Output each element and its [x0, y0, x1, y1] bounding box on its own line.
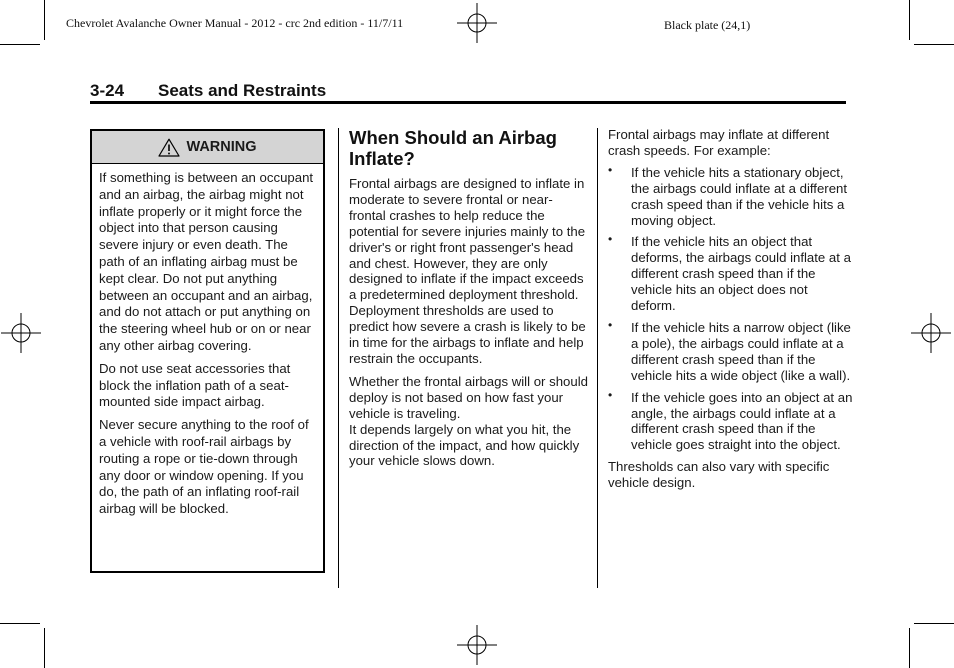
print-header-plate: Black plate (24,1) — [664, 18, 751, 32]
article-column — [349, 127, 589, 476]
registration-mark-right — [911, 313, 951, 353]
crop-mark-top-right-v — [909, 0, 910, 40]
warning-body — [92, 164, 323, 518]
examples-closing: Thresholds can also vary with specific vehicle design. — [608, 459, 830, 491]
crop-mark-bottom-right-v — [909, 628, 910, 668]
article-paragraph: It depends largely on what you hit, the direction of the impact, and how quickly your vehicle slows down. — [349, 421, 580, 469]
print-header-title: Chevrolet Avalanche Owner Manual - 2012 - crc 2nd edition - 11/7/11 — [66, 16, 404, 30]
page-number: 3-24 — [90, 81, 125, 100]
crop-mark-top-left-h — [0, 44, 40, 45]
examples-intro: Frontal airbags may inflate at different crash speeds. For example: — [608, 127, 830, 158]
list-item: • If the vehicle hits a stationary object, the airbags could inflate at a different crash speed than if the vehicle hits a moving object. — [608, 162, 848, 228]
column-divider-2 — [597, 128, 598, 588]
article-paragraph: Whether the frontal airbags will or should deploy is not based on how fast your vehicle is traveling. — [349, 373, 588, 421]
list-item: • If the vehicle hits an object that deforms, the airbags could inflate at a different crash speed than if the vehicle hits an object does not deform. — [608, 232, 851, 314]
warning-paragraph: Never secure anything to the roof of a vehicle with roof-rail airbags by routing a rope or tie-down through any door or window opening. If you do, the path of an inflating roof-rail airbag will be blocked. — [99, 417, 309, 517]
registration-mark-top — [457, 3, 497, 43]
list-item: • If the vehicle goes into an object at an angle, the airbags could inflate at a different crash speed than if the vehicle goes straight into the object. — [608, 387, 853, 453]
examples-column — [608, 127, 853, 497]
warning-box — [90, 129, 325, 573]
examples-list — [608, 162, 853, 453]
bullet-icon: • — [608, 317, 613, 332]
section-header — [90, 81, 326, 101]
exclamation-triangle-icon — [158, 138, 180, 157]
registration-mark-bottom — [457, 625, 497, 665]
registration-mark-left — [1, 313, 41, 353]
column-divider-1 — [338, 128, 339, 588]
warning-paragraph: If something is between an occupant and an airbag, the airbag might not inflate properly or it might force the object into that person causing severe injury or even death. The path of an inflating airbag must be kept clear. Do not put anything between an occupant and an airbag, and do not attach or put anything on the steering wheel hub or on or near any other airbag covering. — [99, 170, 314, 353]
bullet-icon: • — [608, 162, 613, 177]
section-rule — [90, 101, 846, 104]
list-item: • If the vehicle hits a narrow object (like a pole), the airbags could inflate at a different crash speed than if the vehicle hits a wide object (like a wall). — [608, 317, 851, 383]
warning-header — [92, 131, 323, 164]
crop-mark-bottom-right-h — [914, 623, 954, 624]
section-title: Seats and Restraints — [158, 81, 327, 100]
warning-paragraph: Do not use seat accessories that block the inflation path of a seat-mounted side impact airbag. — [99, 360, 291, 410]
article-heading: When Should an Airbag Inflate? — [349, 127, 557, 169]
article-paragraph: Frontal airbags are designed to inflate in moderate to severe frontal or near-frontal crashes to help reduce the potential for severe injuries mainly to the driver's or right front passenger's head and chest. However, they are only designed to inflate if the impact exceeds a predetermined deployment threshold. Deployment thresholds are used to predict how severe a crash is likely to be in time for the airbags to inflate and help restrain the occupants. — [349, 176, 586, 366]
crop-mark-bottom-left-h — [0, 623, 40, 624]
crop-mark-top-right-h — [914, 44, 954, 45]
crop-mark-bottom-left-v — [44, 628, 45, 668]
bullet-icon: • — [608, 387, 613, 402]
crop-mark-top-left-v — [44, 0, 45, 40]
bullet-icon: • — [608, 232, 613, 247]
warning-label: WARNING — [186, 139, 257, 155]
